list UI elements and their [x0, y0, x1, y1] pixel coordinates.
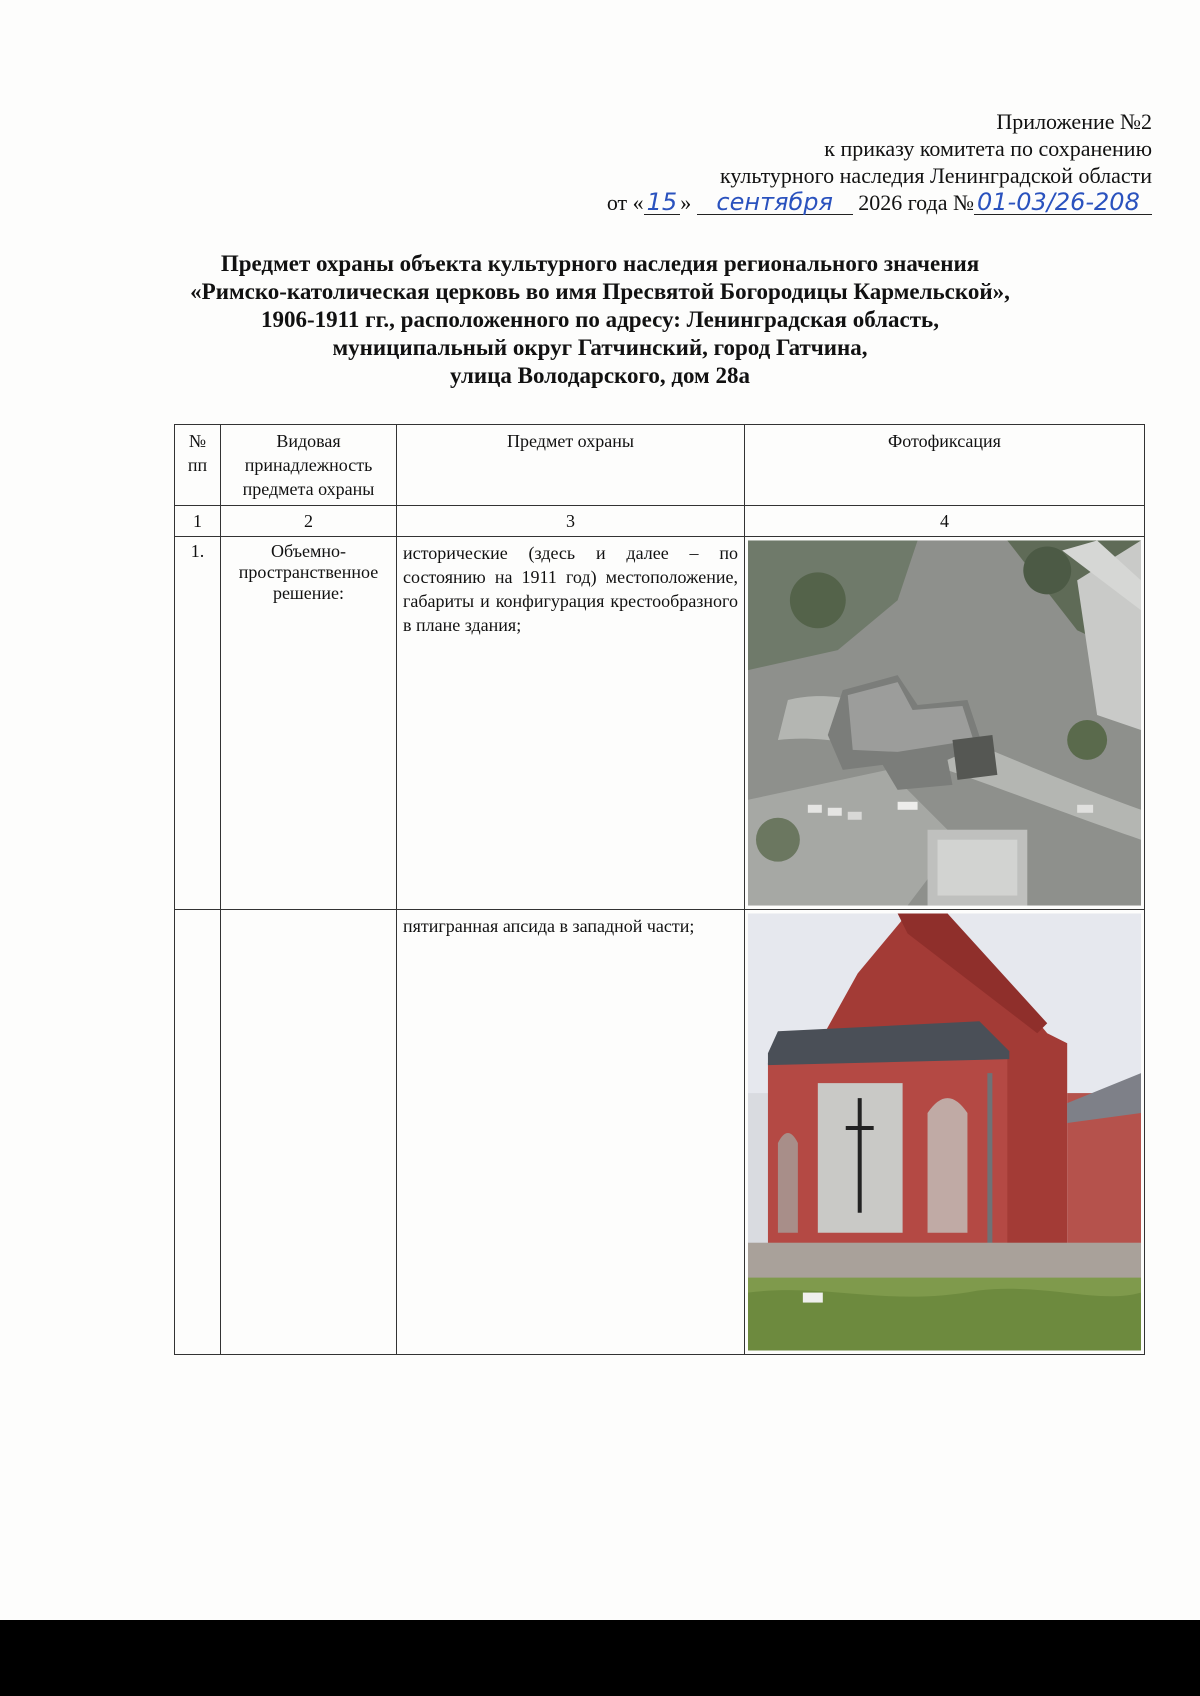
row-category — [221, 910, 397, 1355]
scan-bottom-border — [0, 1620, 1200, 1696]
column-number-row: 1 2 3 4 — [175, 506, 1145, 537]
appendix-committee: культурного наследия Ленинградской области — [720, 163, 1152, 188]
table-row — [175, 910, 1145, 1355]
handwritten-order-number: 01-03/26-208 — [974, 190, 1152, 215]
photo-cell — [745, 537, 1145, 910]
row-subject: пятигранная апсида в западной части; — [397, 910, 745, 1355]
table-header-row — [175, 425, 1145, 506]
header-number: № пп — [175, 425, 221, 506]
document-title: Предмет охраны объекта культурного наследия регионального значения «Римско-католическая церковь во имя Пресвятой Богородицы Кармельской», 1906-1911 гг., расположенного по адресу: Ленинградская область, муниципальный округ Гатчинский, город Гатчина, улица Володарского, дом 28а — [190, 251, 1010, 388]
header-subject: Предмет охраны — [397, 425, 745, 506]
appendix-header — [607, 108, 1152, 216]
appendix-date-line: от « 15 » сентября 2026 года № 01-03/26-208 — [607, 189, 1152, 216]
row-category: Объемно-пространственное решение: — [221, 537, 397, 910]
handwritten-month: сентября — [697, 190, 853, 215]
appendix-number: Приложение №2 — [996, 109, 1152, 134]
photo-cell — [745, 910, 1145, 1355]
row-number — [175, 910, 221, 1355]
protection-subject-table — [174, 424, 1145, 1355]
table-row — [175, 537, 1145, 910]
apse-photo — [748, 913, 1141, 1351]
appendix-order-ref: к приказу комитета по сохранению — [824, 136, 1152, 161]
row-subject: исторические (здесь и далее – по состоянию на 1911 год) местоположение, габариты и конфигурация крестообразного в плане здания; — [397, 537, 745, 910]
header-category: Видовая принадлежность предмета охраны — [221, 425, 397, 506]
aerial-view-photo — [748, 540, 1141, 906]
row-number: 1. — [175, 537, 221, 910]
handwritten-day: 15 — [644, 190, 681, 215]
header-photo: Фотофиксация — [745, 425, 1145, 506]
